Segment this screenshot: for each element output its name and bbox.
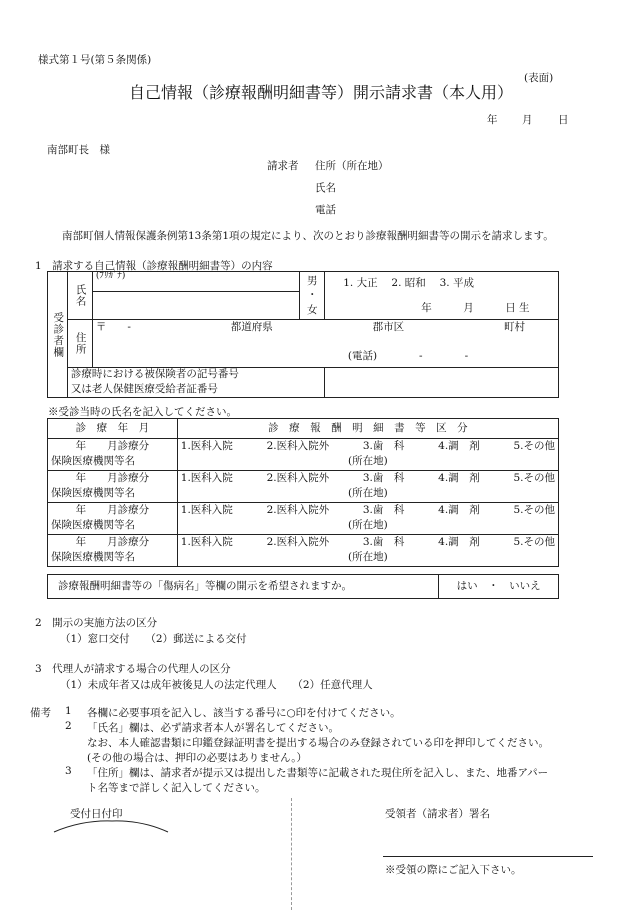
statement-categories[interactable] (177, 439, 558, 455)
remark-2-number: 2 (65, 720, 72, 732)
addressee: 南部町長 様 (47, 144, 110, 156)
institution-location-field[interactable] (177, 519, 558, 535)
furigana-field[interactable] (92, 272, 299, 292)
postal-mark: 〒 - (95, 321, 131, 333)
category-outpatient: 2.医科入院外 (266, 439, 330, 452)
footer-divider (291, 798, 292, 910)
section2-heading: 2 開示の実施方法の区分 (35, 617, 158, 629)
patient-column-label: 受診者欄 (48, 272, 68, 398)
location-label: (所在地) (348, 519, 388, 532)
category-dental: 3.歯 科 (362, 503, 405, 516)
statement-categories[interactable] (177, 503, 558, 519)
statement-month[interactable]: 年 月診療分 (48, 471, 178, 487)
sex-options[interactable] (300, 272, 325, 320)
patient-name-label: 氏名 (67, 272, 92, 320)
section1-heading: 1 請求する自己情報（診療報酬明細書等）の内容 (35, 260, 273, 272)
requester-address-label: 住所（所在地） (315, 160, 389, 172)
page-title: 自己情報（診療報酬明細書等）開示請求書（本人用） (129, 83, 514, 102)
location-label: (所在地) (348, 487, 388, 500)
institution-location-field[interactable] (177, 487, 558, 503)
category-pharmacy: 4.調 剤 (438, 503, 480, 516)
disease-question: 診療報酬明細書等の「傷病名」等欄の開示を希望されますか。 (48, 575, 439, 599)
signature-line[interactable] (383, 856, 593, 857)
insurance-label-1: 診療時における被保険者の記号番号 (67, 368, 324, 383)
section3-heading: 3 代理人が請求する場合の代理人の区分 (35, 663, 231, 675)
header-category: 診 療 報 酬 明 細 書 等 区 分 (177, 419, 558, 439)
category-other: 5.その他 (513, 535, 555, 548)
insurance-number-field[interactable] (325, 368, 559, 398)
patient-table (47, 271, 559, 398)
requester-name-label: 氏名 (315, 182, 336, 194)
stamp-label: 受付日付印 (70, 808, 123, 820)
category-pharmacy: 4.調 剤 (438, 535, 480, 548)
location-label: (所在地) (348, 455, 388, 468)
patient-address-field[interactable] (92, 320, 558, 348)
category-inpatient: 1.医科入院 (180, 471, 233, 484)
sex-separator: ・ (306, 289, 318, 302)
category-other: 5.その他 (513, 503, 555, 516)
prefecture-label: 都道府県 (230, 321, 273, 333)
sex-female: 女 (306, 303, 318, 316)
location-label: (所在地) (348, 551, 388, 564)
statement-table (47, 418, 559, 567)
remark-3b: ト名等まで詳しく記入してください。 (87, 782, 266, 794)
institution-label: 保険医療機関等名 (48, 551, 178, 567)
category-inpatient: 1.医科入院 (180, 535, 233, 548)
remarks-label: 備考 (30, 707, 51, 719)
section3-options[interactable]: （1）未成年者又は成年被後見人の法定代理人 （2）任意代理人 (60, 679, 373, 691)
category-dental: 3.歯 科 (362, 439, 405, 452)
remark-1: 各欄に必要事項を記入し、該当する番号に○印を付けてください。 (87, 707, 401, 719)
category-other: 5.その他 (513, 471, 555, 484)
patient-phone-field[interactable] (92, 348, 558, 368)
section2-options[interactable]: （1）窓口交付 （2）郵送による交付 (60, 633, 247, 645)
signature-label: 受領者（請求者）署名 (385, 808, 490, 820)
town-label: 町村 (504, 321, 525, 333)
statement-categories[interactable] (177, 471, 558, 487)
requester-phone-label: 電話 (315, 204, 336, 216)
patient-address-label: 住所 (67, 320, 92, 368)
category-pharmacy: 4.調 剤 (438, 471, 480, 484)
remark-2b: なお、本人確認書類に印鑑登録証明書を提出する場合のみ登録されている印を押印してください。 (87, 737, 549, 749)
remark-2c: (その他の場合は、押印の必要はありません。） (87, 752, 307, 764)
category-outpatient: 2.医科入院外 (266, 503, 330, 516)
remark-2: 「氏名」欄は、必ず請求者本人が署名してください。 (87, 722, 339, 734)
remark-3-number: 3 (65, 765, 72, 777)
stamp-arc (52, 818, 170, 834)
category-pharmacy: 4.調 剤 (438, 439, 480, 452)
patient-name-field[interactable] (92, 292, 299, 320)
birth-date-units: 年 月 日 生 (421, 301, 530, 314)
category-inpatient: 1.医科入院 (180, 503, 233, 516)
category-outpatient: 2.医科入院外 (266, 535, 330, 548)
signature-note: ※受領の際にご記入下さい。 (385, 864, 522, 876)
sex-male: 男 (306, 275, 318, 288)
date-year: 年 (487, 114, 498, 126)
date-day: 日 (558, 114, 569, 126)
institution-label: 保険医療機関等名 (48, 487, 178, 503)
city-label: 郡市区 (372, 321, 405, 333)
category-dental: 3.歯 科 (362, 471, 405, 484)
insurance-label-2: 又は老人保健医療受給者証番号 (67, 383, 324, 398)
era-options: 1. 大正 2. 昭和 3. 平成 (343, 277, 474, 289)
furigana-label: (ﾌﾘｶﾞﾅ) (95, 271, 126, 281)
birth-date-field[interactable] (325, 272, 559, 320)
category-inpatient: 1.医科入院 (180, 439, 233, 452)
statement-categories[interactable] (177, 535, 558, 551)
date-month: 月 (522, 114, 533, 126)
patient-name-note: ※受診当時の氏名を記入してください。 (48, 406, 237, 418)
institution-location-field[interactable] (177, 551, 558, 567)
statement-month[interactable]: 年 月診療分 (48, 535, 178, 551)
institution-label: 保険医療機関等名 (48, 455, 178, 471)
statement-month[interactable]: 年 月診療分 (48, 503, 178, 519)
category-outpatient: 2.医科入院外 (266, 471, 330, 484)
patient-phone-label: (電話) - - (347, 350, 469, 363)
institution-location-field[interactable] (177, 455, 558, 471)
disease-disclosure-table (47, 574, 559, 599)
institution-label: 保険医療機関等名 (48, 519, 178, 535)
intro-text: 南部町個人情報保護条例第13条第1項の規定により、次のとおり診療報酬明細書等の開示を請求します。 (62, 230, 554, 242)
requester-label: 請求者 (267, 160, 299, 172)
statement-month[interactable]: 年 月診療分 (48, 439, 178, 455)
remark-1-number: 1 (65, 705, 72, 717)
disease-answer[interactable]: はい ・ いいえ (439, 575, 559, 599)
category-other: 5.その他 (513, 439, 555, 452)
remark-3: 「住所」欄は、請求者が提示又は提出した書類等に記載された現住所を記入し、また、地番アパー (87, 767, 549, 779)
header-month: 診 療 年 月 (48, 419, 178, 439)
side-label: (表面) (524, 72, 554, 84)
form-number: 様式第１号(第５条関係) (38, 54, 152, 66)
category-dental: 3.歯 科 (362, 535, 405, 548)
